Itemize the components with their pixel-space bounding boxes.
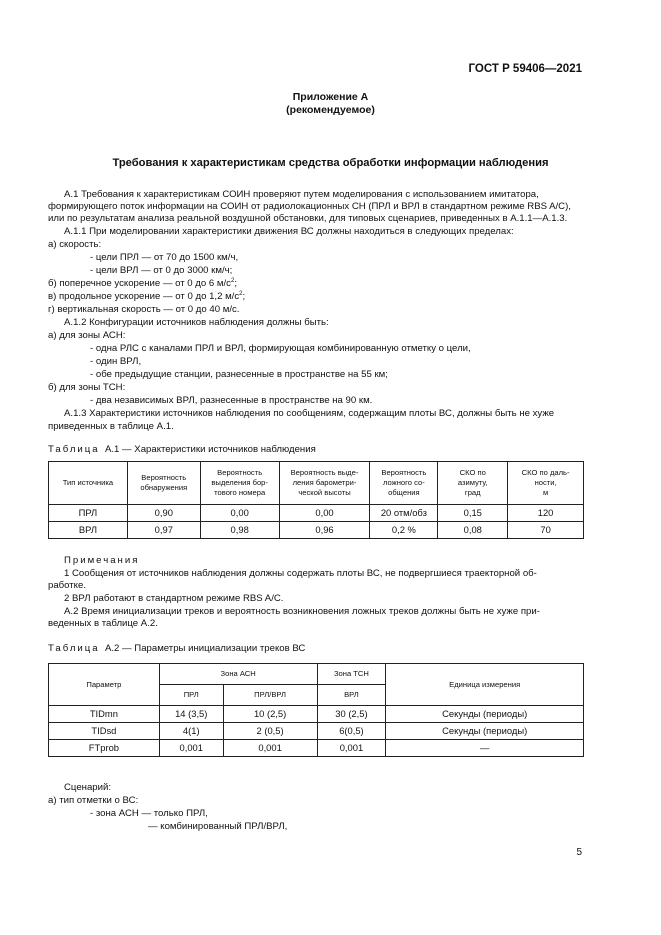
table-cell: 0,2 % bbox=[370, 522, 438, 539]
table-row bbox=[49, 522, 584, 539]
a113-line-1: А.1.3 Характеристики источников наблюдения по сообщениям, содержащим плоты ВС, должны быть не хуже bbox=[64, 408, 555, 419]
table1-header-row bbox=[49, 462, 584, 505]
table1-header-cell: Вероятность выделения бор- тового номера bbox=[200, 462, 279, 505]
scenario-item-a: а) тип отметки о ВС: bbox=[48, 795, 139, 806]
table2-header-unit: Единица измерения bbox=[386, 664, 584, 706]
table-cell: 10 (2,5) bbox=[223, 706, 317, 723]
table-cell: — bbox=[386, 740, 584, 757]
intro-line-2: формирующего поток информации на СОИН от радиолокационных СН (ПРЛ и ВРЛ в стандартном режиме RBS A/C), bbox=[48, 201, 571, 212]
table-cell: 0,00 bbox=[279, 505, 370, 522]
a112-a3: - обе предыдущие станции, разнесенные в пространстве на 55 км; bbox=[90, 369, 388, 380]
section-title: Требования к характеристикам средства обработки информации наблюдения bbox=[112, 157, 549, 169]
table2-caption: Таблица А.2 — Параметры инициализации треков ВС bbox=[48, 643, 306, 654]
a2-line-2: веденных в таблице А.2. bbox=[48, 618, 158, 629]
table-cell: 0,98 bbox=[200, 522, 279, 539]
intro-line-3: или по результатам анализа реальной воздушной обстановки, для типовых сценариев, приведенных в А.1.1—А.1.3. bbox=[48, 213, 568, 224]
standard-number: ГОСТ Р 59406—2021 bbox=[468, 63, 582, 75]
table-cell: 14 (3,5) bbox=[159, 706, 223, 723]
a111-vrl: - цели ВРЛ — от 0 до 3000 км/ч; bbox=[90, 265, 233, 276]
a112-b1: - два независимых ВРЛ, разнесенные в пространстве на 90 км. bbox=[90, 395, 373, 406]
table-cell: ПРЛ bbox=[49, 505, 128, 522]
table1-header-cell: СКО по даль- ности, м bbox=[508, 462, 584, 505]
intro-line-1: А.1 Требования к характеристикам СОИН проверяют путем моделирования с использованием имитатора, bbox=[64, 189, 539, 200]
table-cell: 2 (0,5) bbox=[223, 723, 317, 740]
table-cell: 0,00 bbox=[200, 505, 279, 522]
note-2: 2 ВРЛ работают в стандартном режиме RBS A/C. bbox=[64, 593, 284, 604]
table-cell: Секунды (периоды) bbox=[386, 706, 584, 723]
table-cell: Секунды (периоды) bbox=[386, 723, 584, 740]
table-row bbox=[49, 723, 584, 740]
table2-header-row-1 bbox=[49, 664, 584, 685]
table-row bbox=[49, 740, 584, 757]
table-cell: 0,001 bbox=[159, 740, 223, 757]
table2-header-asn: Зона АСН bbox=[159, 664, 317, 685]
a112-a2: - один ВРЛ, bbox=[90, 356, 142, 367]
a112-item-a: а) для зоны АСН: bbox=[48, 330, 126, 341]
table-cell: 30 (2,5) bbox=[317, 706, 386, 723]
a111-item-v: в) продольное ускорение — от 0 до 1,2 $м/с^2$; bbox=[48, 290, 246, 302]
table-cell: 6(0,5) bbox=[317, 723, 386, 740]
table1-header-cell: Вероятность выде- ления барометри- ческой высоты bbox=[279, 462, 370, 505]
scenario-a2: — комбинированный ПРЛ/ВРЛ, bbox=[148, 821, 288, 832]
table-cell: 0,001 bbox=[223, 740, 317, 757]
a111-item-b: б) поперечное ускорение — от 0 до 6 $м/с^2$; bbox=[48, 277, 237, 289]
page-number: 5 bbox=[576, 847, 582, 858]
a111-item-a: а) скорость: bbox=[48, 239, 102, 250]
a111-prl: - цели ПРЛ — от 70 до 1500 км/ч, bbox=[90, 252, 239, 263]
table-cell: 20 отм/обз bbox=[370, 505, 438, 522]
table1-header-cell: СКО по азимуту, град bbox=[438, 462, 508, 505]
a2-line-1: А.2 Время инициализации треков и вероятность возникновения ложных треков должны быть не хуже при- bbox=[64, 606, 540, 617]
note-1-line-2: работке. bbox=[48, 580, 86, 591]
table1-header-cell: Вероятность ложного со- общения bbox=[370, 462, 438, 505]
table-cell: 120 bbox=[508, 505, 584, 522]
table-cell: 0,15 bbox=[438, 505, 508, 522]
table-cell: 70 bbox=[508, 522, 584, 539]
a111-title: А.1.1 При моделировании характеристики движения ВС должны находиться в следующих пределах: bbox=[64, 226, 514, 237]
note-1-line-1: 1 Сообщения от источников наблюдения должны содержать плоты ВС, не подвергшиеся траекторной об- bbox=[64, 568, 537, 579]
table-a1 bbox=[48, 461, 584, 539]
table-cell: 0,97 bbox=[127, 522, 200, 539]
table-cell: FTprob bbox=[49, 740, 160, 757]
table-a2 bbox=[48, 663, 584, 757]
a112-title: А.1.2 Конфигурации источников наблюдения должны быть: bbox=[64, 317, 329, 328]
table-cell: 0,90 bbox=[127, 505, 200, 522]
table2-header-prlvrl: ПРЛ/ВРЛ bbox=[223, 685, 317, 706]
table-cell: TIDsd bbox=[49, 723, 160, 740]
table2-header-param: Параметр bbox=[49, 664, 160, 706]
scenario-title: Сценарий: bbox=[64, 782, 112, 793]
table-cell: TIDmn bbox=[49, 706, 160, 723]
table-cell: 0,001 bbox=[317, 740, 386, 757]
table-cell: ВРЛ bbox=[49, 522, 128, 539]
table-row bbox=[49, 706, 584, 723]
a112-item-b: б) для зоны ТСН: bbox=[48, 382, 126, 393]
table-row bbox=[49, 505, 584, 522]
a112-a1: - одна РЛС с каналами ПРЛ и ВРЛ, формирующая комбинированную отметку о цели, bbox=[90, 343, 471, 354]
appendix-title: Приложение А bbox=[292, 91, 369, 103]
table2-header-prl: ПРЛ bbox=[159, 685, 223, 706]
a113-line-2: приведенных в таблице А.1. bbox=[48, 421, 174, 432]
table1-header-cell: Вероятность обнаружения bbox=[127, 462, 200, 505]
appendix-subtitle: (рекомендуемое) bbox=[286, 104, 375, 116]
notes-title: Примечания bbox=[64, 555, 140, 566]
table-cell: 4(1) bbox=[159, 723, 223, 740]
table-cell: 0,08 bbox=[438, 522, 508, 539]
a111-item-g: г) вертикальная скорость — от 0 до 40 м/с. bbox=[48, 304, 240, 315]
table1-header-cell: Тип источника bbox=[49, 462, 128, 505]
table2-header-tsn: Зона ТСН bbox=[317, 664, 386, 685]
table1-caption: Таблица А.1 — Характеристики источников наблюдения bbox=[48, 444, 316, 455]
table-cell: 0,96 bbox=[279, 522, 370, 539]
scenario-a1: - зона АСН — только ПРЛ, bbox=[90, 808, 208, 819]
table2-header-vrl: ВРЛ bbox=[317, 685, 386, 706]
